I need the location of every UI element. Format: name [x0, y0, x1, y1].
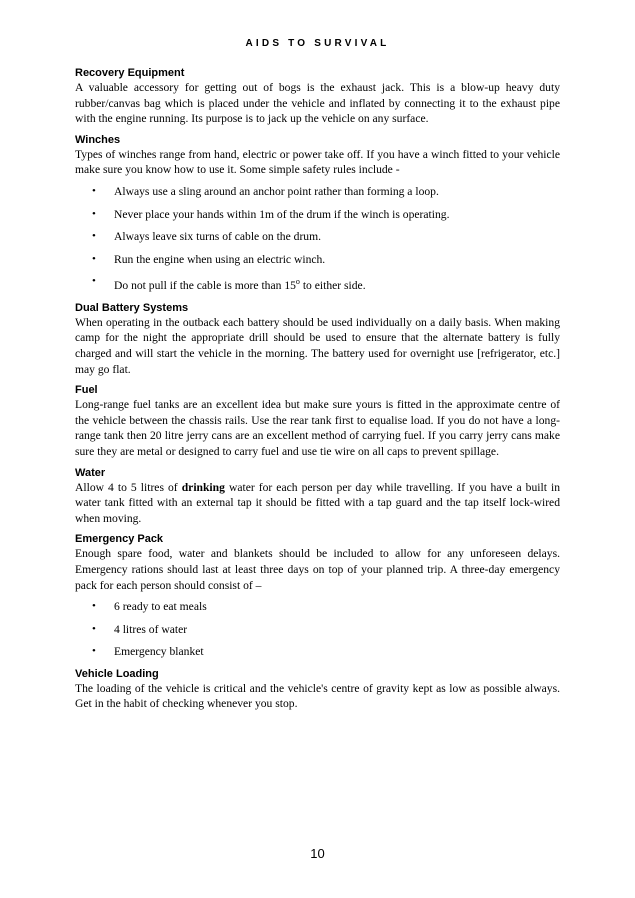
running-header: AIDS TO SURVIVAL — [245, 38, 390, 49]
list-item: • 6 ready to eat meals — [92, 600, 207, 614]
section-heading: Vehicle Loading — [75, 667, 159, 680]
section-body: Allow 4 to 5 litres of drinking water for each person per day while travelling. If you have a built in water tank fitted with an external tap it should be fitted with a tap guard and the tap itself lock-wired when moving. — [75, 480, 560, 525]
section-heading: Fuel — [75, 384, 98, 397]
section-heading: Emergency Pack — [75, 533, 164, 546]
list-item: • 4 litres of water — [92, 622, 188, 636]
emergency-pack-items — [75, 599, 560, 660]
list-item: • Run the engine when using an electric winch. — [92, 252, 326, 266]
section-water — [75, 466, 560, 527]
bullet-icon: • — [92, 645, 96, 658]
section-body: Long-range fuel tanks are an excellent idea but make sure yours is fitted in the approximate centre of the vehicle between the chassis rails. Use the rear tank first to equalise load. If you do not have a long-range tank then 20 litre jerry cans are an excellent method of carrying fuel. If you carry jerry cans make sure they are metal or designed to carry fuel and use tie wire on all caps to prevent spillage. — [75, 398, 560, 458]
bullet-icon: • — [92, 207, 96, 220]
bullet-icon: • — [92, 275, 96, 288]
section-heading: Dual Battery Systems — [75, 301, 189, 314]
section-body: A valuable accessory for getting out of bogs is the exhaust jack. This is a blow-up heavy duty rubber/canvas bag which is placed under the vehicle and inflated by connecting it to the exhaust pipe with the engine running. Its purpose is to jack up the vehicle on any surface. — [75, 81, 560, 126]
section-heading: Water — [75, 466, 106, 479]
list-item: • Never place your hands within 1m of the drum if the winch is operating. — [92, 207, 450, 221]
bullet-icon: • — [92, 230, 96, 243]
winch-safety-rules — [75, 184, 560, 294]
bullet-icon: • — [92, 622, 96, 635]
section-body: The loading of the vehicle is critical and the vehicle's centre of gravity kept as low as possible always. Get in the habit of checking whenever you stop. — [75, 681, 560, 711]
list-item: • Always use a sling around an anchor point rather than forming a loop. — [92, 184, 439, 198]
section-heading: Winches — [75, 133, 121, 146]
list-item: • Emergency blanket — [92, 645, 204, 659]
emphasis-drinking: drinking — [181, 480, 225, 494]
section-body: When operating in the outback each battery should be used individually on a daily basis. When making camp for the night the appropriate drill should be used to ensure that the alternate battery is fully charged and will start the vehicle in the morning. The battery used for overnight use [refrigerator, etc.] may go flat. — [75, 315, 560, 376]
section-dual-battery-systems — [75, 301, 560, 377]
page-content — [75, 66, 560, 718]
section-fuel — [75, 383, 560, 459]
section-vehicle-loading — [75, 667, 560, 712]
bullet-icon: • — [92, 252, 96, 265]
list-item: • Always leave six turns of cable on the drum. — [92, 230, 322, 244]
section-body: Types of winches range from hand, electric or power take off. If you have a winch fitted to your vehicle make sure you know how to use it. Some simple safety rules include - — [75, 147, 560, 177]
bullet-icon: • — [92, 184, 96, 197]
section-emergency-pack — [75, 532, 560, 660]
section-body: Enough spare food, water and blankets should be included to allow for any unforeseen delays. Emergency rations should last at least three days on top of your planned trip. A three-day emergency pack for each person should consist of – — [75, 547, 560, 592]
degree-superscript: o — [295, 277, 300, 287]
bullet-icon: • — [92, 600, 96, 613]
section-heading: Recovery Equipment — [75, 67, 185, 79]
page-number: 10 — [310, 846, 325, 861]
section-winches — [75, 133, 560, 294]
section-recovery-equipment — [75, 66, 560, 127]
list-item: • Do not pull if the cable is more than 15$^o$ to either side. — [92, 275, 366, 293]
